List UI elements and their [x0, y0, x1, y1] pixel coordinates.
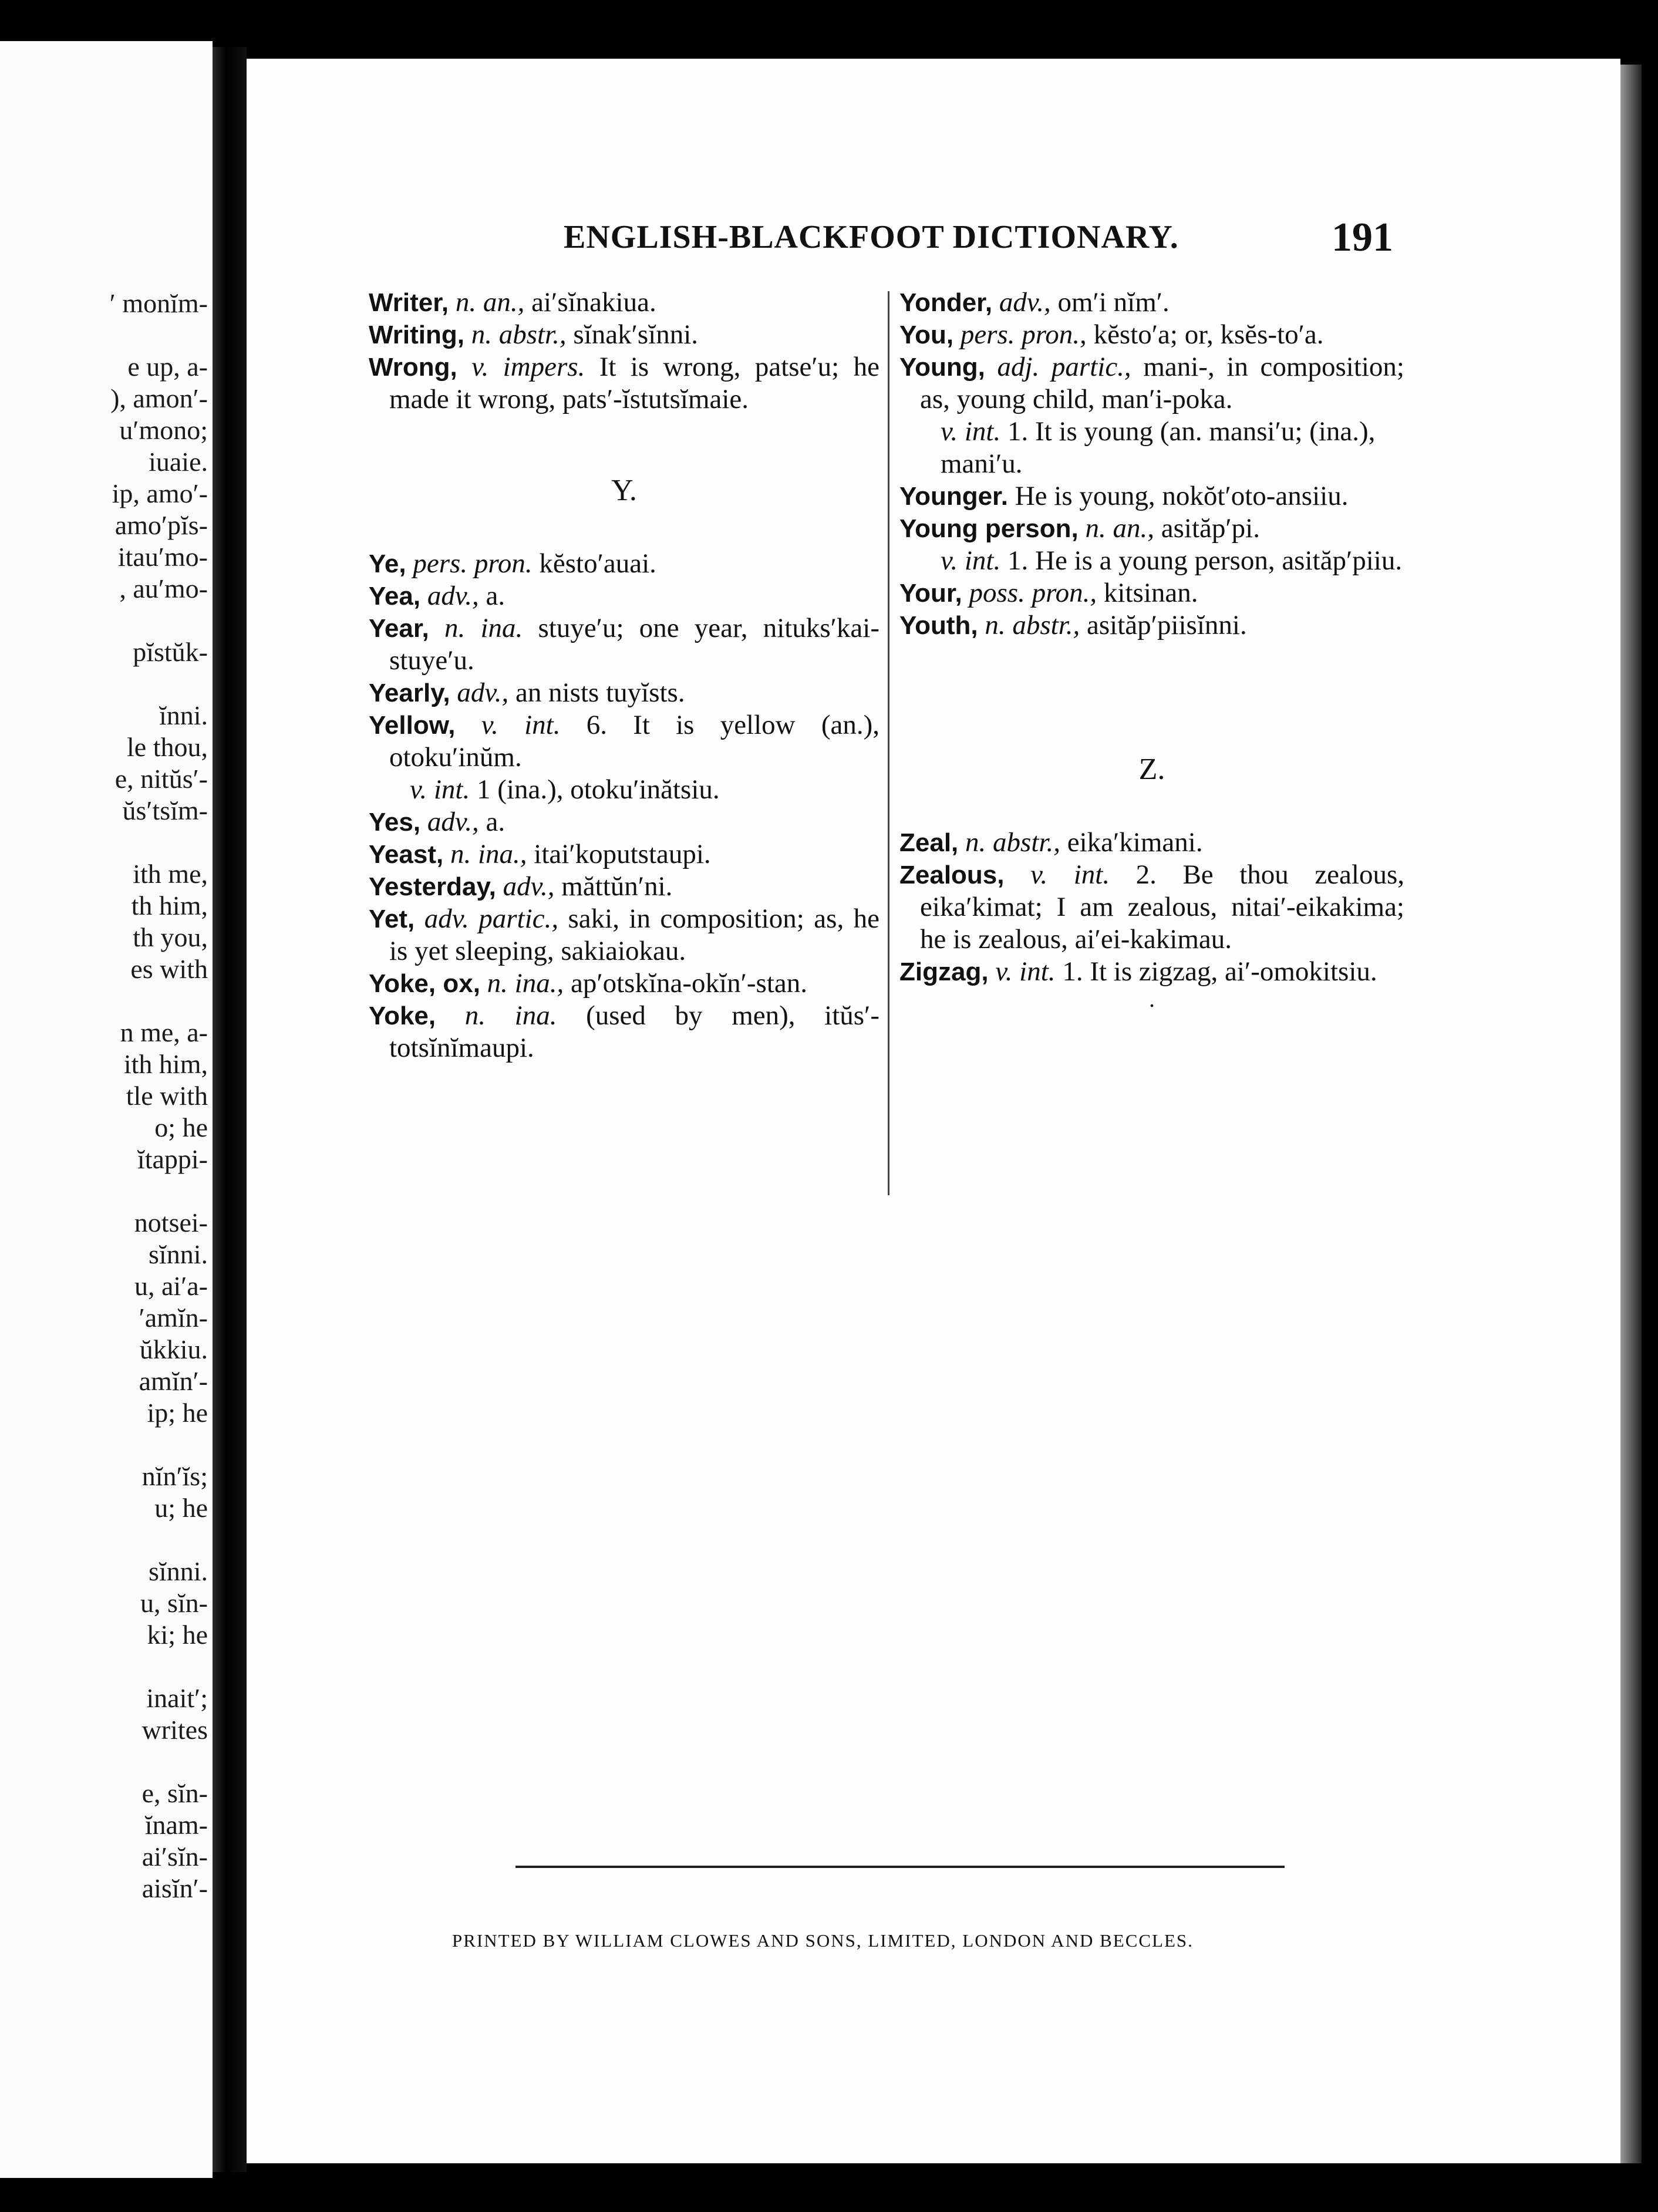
- facing-page-line: ai′sĭn-: [141, 1842, 208, 1872]
- facing-page-line: tle with: [126, 1081, 208, 1111]
- facing-page-line: ith me,: [133, 859, 208, 889]
- facing-page-line: u′mono;: [119, 415, 208, 445]
- facing-page-line: [0, 605, 208, 636]
- book-gutter: [213, 47, 247, 2172]
- facing-page-line: itau′mo-: [117, 542, 208, 572]
- entry-ye: Ye, pers. pron. kĕsto′auai.: [369, 548, 656, 579]
- right-column: [899, 286, 1405, 1012]
- entry-yet: Yet, adv. partic., saki, in composition; as, he is yet sleeping, sakiaiokau.: [369, 903, 880, 966]
- facing-page-line: [0, 1429, 208, 1461]
- facing-page-line: [0, 1746, 208, 1778]
- entry-yellow-sub: v. int. 1 (ina.), otoku′inătsiu.: [410, 774, 720, 805]
- entry-yea: Yea, adv., a.: [369, 581, 506, 611]
- facing-page-line: [0, 985, 208, 1017]
- entry-younger: Younger. He is young, nokŏt′oto-ansiiu.: [899, 481, 1349, 511]
- facing-page-line: u, sĭn-: [140, 1588, 208, 1618]
- page-edge-shadow: [1620, 65, 1642, 2163]
- left-column: [369, 286, 879, 1064]
- facing-page-line: u; he: [154, 1493, 208, 1523]
- entry-zealous: Zealous, v. int. 2. Be thou zealous, eika′kimat; I am zealous, nitai′-eikakima; he is zealous, ai′ei-kakimau.: [899, 859, 1405, 955]
- entry-yellow: Yellow, v. int. 6. It is yellow (an.), otoku′inŭm.: [369, 710, 880, 773]
- entry-year: Year, n. ina. stuye′u; one year, nituks′kai-stuye′u.: [369, 613, 879, 676]
- facing-page-line: ki; he: [147, 1620, 208, 1650]
- facing-page-line: aisĭn′-: [141, 1873, 208, 1903]
- entry-yes: Yes, adv., a.: [369, 807, 506, 837]
- entry-yearly: Yearly, adv., an nists tuyĭsts.: [369, 677, 685, 708]
- facing-page-line: pĭstŭk-: [133, 637, 208, 667]
- facing-page-line: ith him,: [123, 1049, 208, 1079]
- facing-page-line: n me, a-: [120, 1017, 208, 1047]
- facing-page-line: [0, 668, 208, 700]
- facing-page-line: writes: [141, 1715, 208, 1745]
- facing-page-line: e, nitŭs′-: [114, 764, 208, 794]
- entry-yesterday: Yesterday, adv., măttŭn′ni.: [369, 871, 673, 902]
- entry-writing: Writing, n. abstr., sĭnak′sĭnni.: [369, 319, 699, 350]
- entry-young-person-sub: v. int. 1. He is a young person, asităp′piiu.: [941, 545, 1403, 576]
- entry-young-sub: v. int. 1. It is young (an. mansi′u; (ina.), mani′u.: [941, 416, 1376, 479]
- entry-young: Young, adj. partic., mani-, in composition; as, young child, man′i-poka.: [899, 352, 1404, 414]
- entry-zeal: Zeal, n. abstr., eika′kimani.: [899, 827, 1203, 858]
- section-letter-z: Z.: [1138, 753, 1165, 786]
- facing-page-line: iuaie.: [149, 447, 208, 477]
- facing-page-fragment: [0, 41, 213, 2178]
- entry-yeast: Yeast, n. ina., itai′koputstaupi.: [369, 839, 711, 869]
- running-head: ENGLISH-BLACKFOOT DICTIONARY.: [564, 219, 1179, 255]
- facing-page-line: ), amon′-: [110, 383, 208, 413]
- facing-page-line: ĭnam-: [144, 1810, 208, 1840]
- end-dot: .: [1149, 986, 1155, 1012]
- facing-page-line: [0, 319, 208, 351]
- facing-page-line: nĭn′ĭs;: [141, 1461, 208, 1491]
- entry-writer: Writer, n. an., ai′sĭnakiua.: [369, 287, 656, 318]
- column-divider: [888, 291, 889, 1195]
- printer-imprint: PRINTED BY WILLIAM CLOWES AND SONS, LIMITED, LONDON AND BECCLES.: [452, 1930, 1194, 1951]
- facing-page-line: th you,: [133, 922, 208, 952]
- entry-youth: Youth, n. abstr., asităp′piisĭnni.: [899, 610, 1247, 640]
- entry-zigzag: Zigzag, v. int. 1. It is zigzag, ai′-omokitsiu.: [899, 956, 1377, 987]
- entry-young-person: Young person, n. an., asităp′pi.: [899, 513, 1260, 544]
- facing-page-line: sĭnni.: [149, 1556, 208, 1586]
- facing-page-line: e, sĭn-: [141, 1778, 208, 1808]
- facing-page-line: ′amĭn-: [139, 1303, 208, 1333]
- facing-page-line: e up, a-: [127, 352, 208, 382]
- facing-page-line: th him,: [131, 891, 208, 920]
- facing-page-line: ip, amo′-: [112, 478, 208, 508]
- facing-page-lines: [0, 288, 208, 1904]
- facing-page-line: , au′mo-: [119, 574, 208, 603]
- entry-you: You, pers. pron., kĕsto′a; or, ksĕs-to′a.: [899, 319, 1324, 350]
- facing-page-line: [0, 1175, 208, 1207]
- facing-page-line: [0, 1524, 208, 1556]
- facing-page-line: le thou,: [127, 732, 208, 762]
- facing-page-line: inait′;: [146, 1683, 208, 1713]
- facing-page-line: u, ai′a-: [134, 1271, 208, 1301]
- facing-page-line: ŭkkiu.: [139, 1334, 208, 1364]
- facing-page-line: notsei-: [134, 1208, 208, 1237]
- facing-page-line: [0, 827, 208, 858]
- facing-page-line: amo′pĭs-: [114, 510, 208, 540]
- facing-page-line: ĭtappi-: [137, 1144, 208, 1174]
- facing-page-line: o; he: [154, 1112, 208, 1142]
- facing-page-line: ′ monĭm-: [109, 288, 208, 318]
- facing-page-line: sĭnni.: [149, 1239, 208, 1269]
- facing-page-line: ĭnni.: [159, 700, 208, 730]
- entry-your: Your, poss. pron., kitsinan.: [899, 578, 1198, 608]
- entry-yonder: Yonder, adv., om′i nĭm′.: [899, 287, 1170, 318]
- printer-rule: [515, 1866, 1285, 1868]
- facing-page-line: es with: [130, 954, 208, 984]
- entry-yoke-ox: Yoke, ox, n. ina., ap′otskĭna-okĭn′-stan.: [369, 968, 807, 999]
- facing-page-line: [0, 1651, 208, 1682]
- facing-page-line: amĭn′-: [139, 1366, 208, 1396]
- page-number: 191: [1332, 215, 1393, 260]
- facing-page-line: ŭs′tsĭm-: [122, 795, 208, 825]
- section-letter-y: Y.: [611, 474, 637, 507]
- facing-page-line: ip; he: [147, 1398, 208, 1428]
- entry-yoke: Yoke, n. ina. (used by men), itŭs′-totsĭnĭmaupi.: [369, 1000, 879, 1063]
- entry-wrong: Wrong, v. impers. It is wrong, patse′u; he made it wrong, pats′-ĭstutsĭmaie.: [369, 352, 880, 414]
